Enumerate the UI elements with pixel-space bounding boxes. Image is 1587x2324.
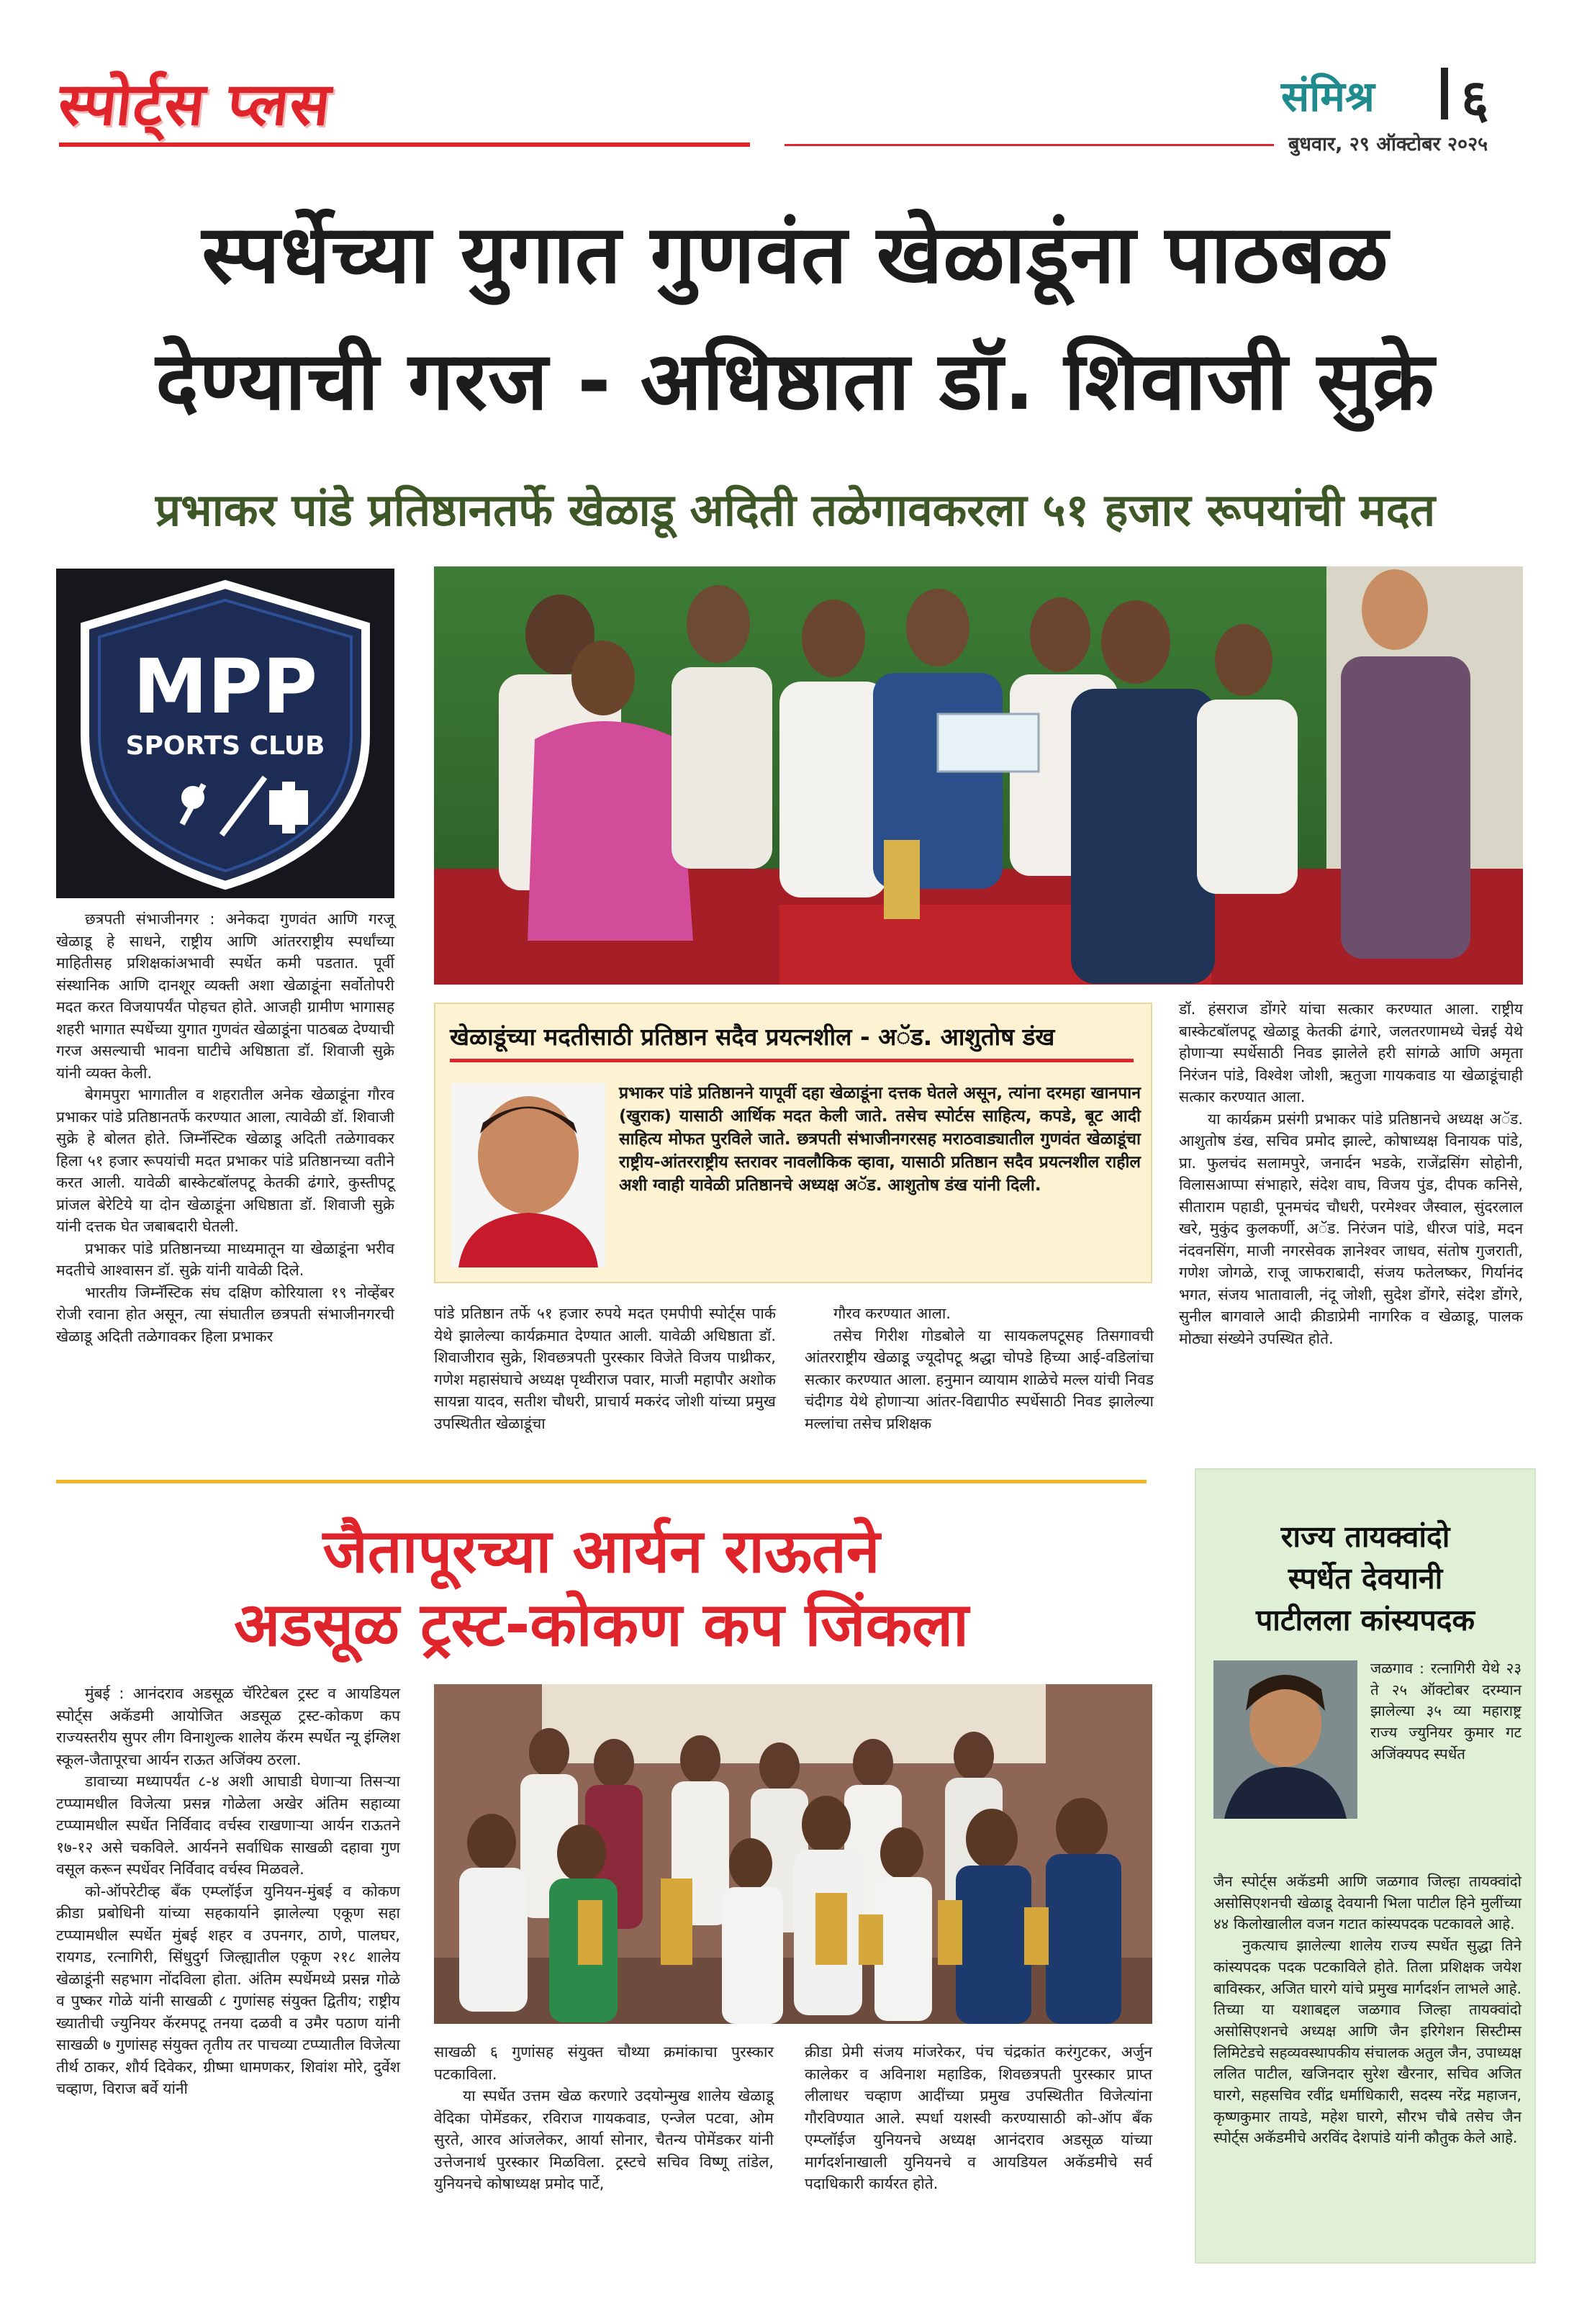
logo-caption: SPORTS CLUB: [125, 731, 325, 761]
sidebar-intro: जळगाव : रत्नागिरी येथे २३ ते २५ ऑक्टोबर दरम्यान झालेल्या ३५ व्या महाराष्ट्र राज्य ज्युनियर कुमार गट अजिंक्यपद स्पर्धेत: [1370, 1660, 1522, 1763]
sidebar-title-line: पाटीलला कांस्यपदक: [1255, 1603, 1475, 1637]
quote-box-rule: [450, 1059, 1134, 1062]
story2-headline-line-1: जैतापूरच्या आर्यन राऊतने: [322, 1516, 880, 1586]
sidebar-title-line: राज्य तायक्वांदो: [1280, 1519, 1450, 1554]
paragraph: पांडे प्रतिष्ठान तर्फे ५१ हजार रुपये मदत एमपीपी स्पोर्ट्स पार्क येथे झालेल्या कार्यक्रमात देण्यात आली. यावेळी अधिष्ठाता डॉ. शिवाजीराव सुक्रे, शिवछत्रपती पुरस्कार विजेते विजय पाथ्रीकर, गणेश महासंघाचे अध्यक्ष पृथ्वीराज पवार, माजी महापौर अशोक सायन्ना यादव, सतीश चौधरी, प्राचार्य मकरंद जोशी यांच्या प्रमुख उपस्थितीत खेळाडूंचा: [434, 1305, 776, 1432]
story1-column-3: [805, 1303, 1154, 1434]
paragraph: या स्पर्धेत उत्तम खेळ करणारे उदयोन्मुख शालेय खेळाडू वेदिका पोमेंडकर, रविराज गायकवाड, एन्जेल पटवा, ओम सुरते, आरव आंजलेकर, आर्या सोनार, चैतन्य पोमेंडकर यांनी उत्तेजनार्थ पुरस्कार मिळविला. ट्रस्टचे सचिव विष्णू तांडेल, युनियनचे कोषाध्यक्ष प्रमोद पार्टे,: [434, 2087, 774, 2192]
paragraph: जैन स्पोर्ट्स अकॅडमी आणि जळगाव जिल्हा तायक्वांदो असोसिएशनची खेळाडू देवयानी भिला पाटील हिने मुलींच्या ४४ किलोखालील वजन गटात कांस्यपदक पटकावले आहे.: [1213, 1873, 1522, 1933]
carrom-winners-photo: [434, 1684, 1152, 2024]
mpp-logo: [56, 569, 394, 898]
headline-line-1: स्पर्धेच्या युगात गुणवंत खेळाडूंना पाठबळ: [202, 208, 1389, 302]
story1-column-2: [434, 1303, 776, 1434]
paragraph: भारतीय जिम्नॅस्टिक संघ दक्षिण कोरियाला १९ नोव्हेंबर रोजी रवाना होत असून, त्या संघातील छत्रपती संभाजीनगरची खेळाडू अदिती तळेगावकर हिला प्रभाकर: [56, 1283, 394, 1345]
story2-column-3: [805, 2041, 1152, 2195]
quote-box-title: खेळाडूंच्या मदतीसाठी प्रतिष्ठान सदैव प्रयत्नशील - अॅड. आशुतोष डंख: [450, 1023, 1055, 1051]
paragraph: डॉ. हंसराज डोंगरे यांचा सत्कार करण्यात आला. राष्ट्रीय बास्केटबॉलपटू खेळाडू केतकी ढंगारे, जलतरणामध्ये चेन्नई येथे होणाऱ्या स्पर्धेसाठी निवड झालेले हरी सांगळे आणि अमृता निरंजन पांडे, विश्वेश जोशी, ऋतुजा गायकवाड या खेळाडूंचाही सत्कार करण्यात आला.: [1179, 1000, 1523, 1106]
story2-column-2: [434, 2041, 774, 2195]
logo-initials: MPP: [133, 643, 317, 731]
subheadline: प्रभाकर पांडे प्रतिष्ठानतर्फे खेळाडू अदिती तळेगावकरला ५१ हजार रूपयांची मदत: [155, 484, 1436, 536]
sidebar-title-line: स्पर्धेत देवयानी: [1288, 1561, 1443, 1596]
date-rule: [785, 144, 1274, 146]
paragraph: या कार्यक्रम प्रसंगी प्रभाकर पांडे प्रतिष्ठानचे अध्यक्ष अॅड. आशुतोष डंख, सचिव प्रमोद झाल्टे, कोषाध्यक्ष विनायक पांडे, प्रा. फुलचंद सलामपुरे, जनार्दन भडके, राजेंद्रसिंग सोहोनी, विलासआप्पा संभाहारे, संदेश वाघ, विजय पुंड, दीपक कनिसे, सीताराम पहाडी, पूनमचंद चौधरी, परमेश्वर जैस्वाल, सुंदरलाल खरे, मुकुंद कुलकर्णी, अॅड. निरंजन पांडे, धीरज पांडे, मदन नंदवनसिंग, माजी नगरसेवक ज्ञानेश्वर जाधव, संतोष गुजराती, गणेश जोगळे, राजू जाफराबादी, संजय फतेलष्कर, गिर्यानंद भगत, संजय भातावाली, नंदू जोशी, सुदेश डोंगरे, संदेश डोंगरे, सुनील बागवाले आदी क्रीडाप्रेमी नागरिक व खेळाडू, पालक मोठ्या संख्येने उपस्थित होते.: [1179, 1110, 1523, 1347]
shield-logo-icon: [56, 569, 394, 898]
paragraph: को-ऑपरेटीव्ह बँक एम्प्लॉईज युनियन-मुंबई व कोकण क्रीडा प्रबोधिनी यांच्या सहकार्याने झालेल्या एकूण सहा टप्प्यामधील स्पर्धेत मुंबई शहर व उपनगर, ठाणे, पालघर, रायगड, रत्नागिरी, सिंधुदुर्ग जिल्ह्यातील एकूण २१८ शालेय खेळाडूंनी सहभाग नोंदविला होता. अंतिम स्पर्धेमध्ये प्रसन्न गोळे व पुष्कर गोळे यांनी साखळी ८ गुणांसह संयुक्त द्वितीय; राष्ट्रीय ख्यातीची ज्युनियर कॅरमपटू तनया दळवी व उमैर पठाण यांनी साखळी ७ गुणांसह संयुक्त तृतीय तर पाचव्या टप्प्यातील विजेत्या तीर्थ ठाकर, शौर्य दिवेकर, ग्रीष्मा धामणकर, शिवांश मोरे, दुर्वेश चव्हाण, विराज बर्वे यांनी: [56, 1882, 400, 2097]
paragraph: प्रभाकर पांडे प्रतिष्ठानच्या माध्यमातून या खेळाडूंना भरीव मदतीचे आश्वासन डॉ. सुक्रे यांनी यावेळी दिले.: [56, 1239, 394, 1279]
paragraph: डावाच्या मध्यापर्यंत ८-४ अशी आघाडी घेणाऱ्या तिसऱ्या टप्प्यामधील विजेत्या प्रसन्न गोळेला अखेर अंतिम सहाव्या टप्प्यामधील स्पर्धेत निर्विवाद वर्चस्व राखणाऱ्या आर्यन राऊतने १७-१२ असे चकविले. आर्यनने सर्वाधिक साखळी दहावा गुण वसूल करून स्पर्धेवर निर्विवाद वर्चस्व मिळवले.: [56, 1773, 400, 1878]
masthead-separator: [1441, 68, 1448, 119]
brand-underline: [59, 143, 750, 147]
paragraph: बेगमपुरा भागातील व शहरातील अनेक खेळाडूंना गौरव प्रभाकर पांडे प्रतिष्ठानतर्फे करण्यात आला, त्यावेळी डॉ. शिवाजी सुक्रे हे बोलत होते. जिम्नॅस्टिक खेळाडू अदिती तळेगावकर हिला ५१ हजार रूपयांची मदत प्रभाकर पांडे प्रतिष्ठानच्या वतीने करत आली. यावेळी बास्केटबॉलपटू केतकी ढंगारे, कुस्तीपटू प्रांजल बेरेटिये या दोन खेळाडूंना अधिष्ठाता डॉ. शिवाजी सुक्रे यांनी दत्तक घेत जबाबदारी घेतली.: [56, 1086, 395, 1235]
paragraph: क्रीडा प्रेमी संजय मांजरेकर, पंच चंद्रकांत करंगुटकर, अर्जुन कालेकर व अविनाश महाडिक, शिवछत्रपती पुरस्कार प्राप्त लीलाधर चव्हाण आदींच्या प्रमुख उपस्थितीत विजेत्यांना गौरविण्यात आले. स्पर्धा यशस्वी करण्यासाठी को-ऑप बँक एम्प्लॉईज युनियनचे अध्यक्ष आनंदराव अडसूळ यांच्या मार्गदर्शनाखाली युनियनचे व आयडियल अकॅडमीचे सर्व पदाधिकारी कार्यरत होते.: [805, 2043, 1152, 2192]
section-name: संमिश्र: [1281, 72, 1375, 121]
page-number: ६: [1461, 68, 1489, 130]
sidebar-headline: [1196, 1516, 1534, 1641]
story2-headline-line-2: अडसूळ ट्रस्ट-कोकण कप जिंकला: [234, 1589, 969, 1660]
quote-box-text: प्रभाकर पांडे प्रतिष्ठानने यापूर्वी दहा खेळाडूंना दत्तक घेतले असून, त्यांना दरमहा खानपान (खुराक) यासाठी आर्थिक मदत केली जाते. तसेच स्पोर्टस साहित्य, कपडे, बूट आदी साहित्य मोफत पुरविले जाते. छत्रपती संभाजीनगरसह मराठवाड्यातील गुणवंत खेळाडूंचा राष्ट्रीय-आंतरराष्ट्रीय स्तरावर नावलौकिक व्हावा, यासाठी प्रतिष्ठान सदैव प्रयत्नशील राहील अशी ग्वाही यावेळी प्रतिष्ठानचे अध्यक्ष अॅड. आशुतोष डंख यांनी दिली.: [619, 1084, 1141, 1195]
story2-column-1: [56, 1683, 400, 2100]
paragraph: मुंबई : आनंदराव अडसूळ चॅरिटेबल ट्रस्ट व आयडियल स्पोर्ट्स अकॅडमी आयोजित अडसूळ ट्रस्ट-कोकण कप राज्यस्तरीय सुपर लीग विनाशुल्क शालेय कॅरम स्पर्धेत न्यू इंग्लिश स्कूल-जैतापूरचा आर्यन राऊत अजिंक्य ठरला.: [56, 1685, 400, 1768]
paragraph: तसेच गिरीश गोडबोले या सायकलपटूसह तिसगावची आंतरराष्ट्रीय खेळाडू ज्यूदोपटू श्रद्धा चोपडे हिच्या आई-वडिलांचा सत्कार करण्यात आला. हनुमान व्यायाम शाळेचे मल्ल यांची निवड चंदीगड येथे होणाऱ्या आंतर-विद्यापीठ स्पर्धेसाठी निवड झालेल्या मल्लांचा तसेच प्रशिक्षक: [805, 1326, 1154, 1432]
sidebar-story: [1195, 1468, 1536, 2264]
felicitation-photo: [434, 566, 1523, 985]
paragraph: साखळी ६ गुणांसह संयुक्त चौथ्या क्रमांकाचा पुरस्कार पटकाविला.: [434, 2043, 774, 2083]
issue-date: बुधवार, २९ ऑक्टोबर २०२५: [1288, 133, 1488, 155]
paragraph: छत्रपती संभाजीनगर : अनेकदा गुणवंत आणि गरजू खेळाडू हे साधने, राष्ट्रीय आणि आंतरराष्ट्रीय स्पर्धांच्या माहितीसह प्रशिक्षकांअभावी स्पर्धेत कमी पडतात. पूर्वी संस्थानिक आणि दानशूर व्यक्ती अशा खेळाडूंना सर्वोतोपरी मदत करत विजयापर्यंत पोहचत होते. आजही ग्रामीण भागासह शहरी भागात स्पर्धेच्या युगात गुणवंत खेळाडूंना पाठबळ देण्याची गरज असल्याची भावना घाटीचे अधिष्ठाता डॉ. शिवाजी सुक्रे यांनी व्यक्त केली.: [56, 910, 394, 1082]
portrait-photo: [451, 1083, 605, 1267]
athlete-photo: [1213, 1660, 1357, 1819]
paragraph: नुकत्याच झालेल्या शालेय राज्य स्पर्धेत सुद्धा तिने कांस्यपदक पदक पटकाविले होते. तिला प्रशिक्षक जयेश बाविस्कर, अजित घारगे यांचे प्रमुख मार्गदर्शन लाभले आहे. तिच्या या यशाबद्दल जळगाव जिल्हा तायक्वांदो असोसिएशनचे अध्यक्ष आणि जैन इरिगेशन सिस्टीम्स लिमिटेडचे सहव्यवस्थापकीय संचालक अतुल जैन, उपाध्यक्ष ललित पाटील, खजिनदार सुरेश खैरनार, सचिव अजित घारगे, सहसचिव रवींद्र धर्माधिकारी, सदस्य नरेंद्र महाजन, कृष्णकुमार तायडे, महेश घारगे, सौरभ चौबे तसेच जैन स्पोर्ट्स अकॅडमीचे अरविंद देशपांडे यांनी कौतुक केले आहे.: [1213, 1937, 1522, 2147]
paragraph: गौरव करण्यात आला.: [833, 1305, 951, 1322]
story1-column-1: [56, 908, 394, 1347]
section-divider: [56, 1480, 1147, 1483]
masthead-brand: स्पोर्ट्स प्लस: [55, 71, 335, 139]
sidebar-body: [1213, 1871, 1522, 2149]
headline-line-2: देण्याची गरज - अधिष्ठाता डॉ. शिवाजी सुक्रे: [155, 335, 1435, 428]
story1-column-4: [1179, 998, 1523, 1349]
quote-box: [434, 1003, 1152, 1283]
